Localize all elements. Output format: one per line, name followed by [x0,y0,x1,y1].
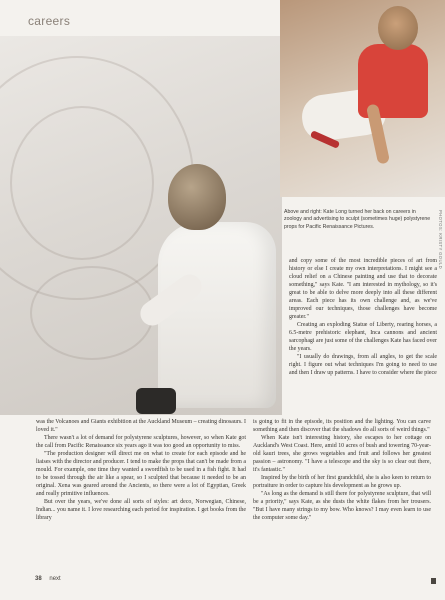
body-column-bottom-right [253,418,431,576]
sander-tool [136,388,176,414]
photo-credit: PHOTOS: KRISTY GOULD [438,210,443,270]
worker-coverall [158,222,276,408]
body-paragraph: "The production designer will direct me on what to create for each episode and he liaises with the director and producer. I tend to make the props that can't be made from a mould. For example, one time they wanted a swordfish to be used in a fish fight. It had to be tossed through the air like a spear, so I sculpted that because it needed to be an original. Xena was geared around the Ancients, so there were a lot of Egyptian, Greek and really primitive influences. [36,451,246,497]
body-paragraph: Creating an exploding Statue of Liberty, rearing horses, a 6.5-metre prehistoric elephant, Inca cannons and ancient sarcophagi are just some of the challenges Kate has faced over the years. [289,322,437,352]
body-column-right [289,257,437,412]
section-label: careers [28,14,71,28]
photo-caption: Above and right: Kate Long turned her back on careers in zoology and advertising to sculpt (sometimes huge) polystyrene props for Pacific Renaissance Pictures. [284,209,431,230]
sculpting-photo [0,36,282,415]
body-paragraph: But over the years, we've done all sorts of styles: art deco, Norwegian, Chinese, Indian... you name it. I love researching each period for inspiration. I get books from the library [36,499,246,521]
kate-head [378,6,418,50]
page-folio [35,576,61,582]
end-of-article-mark [431,578,436,584]
body-paragraph: "I usually do drawings, from all angles, to get the scale right. I figure out what techniques I'm going to need to use and then I draw up patterns. I have to consider where the piece [289,354,437,376]
portrait-photo [280,0,445,197]
sculpture-relief-arc [30,266,154,360]
sculpture-relief-arc [10,106,154,260]
page-number: 38 [35,576,42,582]
worker-head [168,164,226,230]
body-column-bottom-left [36,418,246,576]
body-paragraph: When Kate isn't interesting history, she escapes to her cottage on Auckland's West Coast. Here, amid 10 acres of bush and towering 70-year-old kauri trees, she grows vegetables and fruit and follows her greatest passion – astronomy. "I have a telescope and the sky is so clear out there, it's fantastic." [253,435,431,473]
body-paragraph: was the Volcanoes and Giants exhibition at the Auckland Museum – creating dinosaurs. I loved it." [36,419,246,433]
body-paragraph: There wasn't a lot of demand for polystyrene sculptures, however, so when Kate got the call from Pacific Renaissance six years ago it was too good an opportunity to miss. [36,435,246,449]
body-paragraph: and copy some of the most incredible pieces of art from history or else I create my own interpretations. I might see a cloud relief on a Chinese painting and use that to decorate something," says Kate. "I am interested in mythology, so it's great to be able to delve more deeply into all these different areas. Each piece has its own challenge and, as we've improved our techniques, those challenges have become greater." [289,258,437,320]
body-paragraph: Inspired by the birth of her first grandchild, she is also keen to return to portraiture in order to capture his development as he grows up. [253,475,431,489]
magazine-name: next [49,576,61,582]
body-paragraph: is going to fit in the episode, its position and the lighting. You can carve something and then discover that the shadows do all sorts of weird things." [253,419,431,433]
body-paragraph: "As long as the demand is still there for polystyrene sculpture, that will be a priority," says Kate, as she dusts the white flakes from her trousers. "But I have many strings to my bow. Who knows? I may even learn to use the computer some day." [253,491,431,521]
